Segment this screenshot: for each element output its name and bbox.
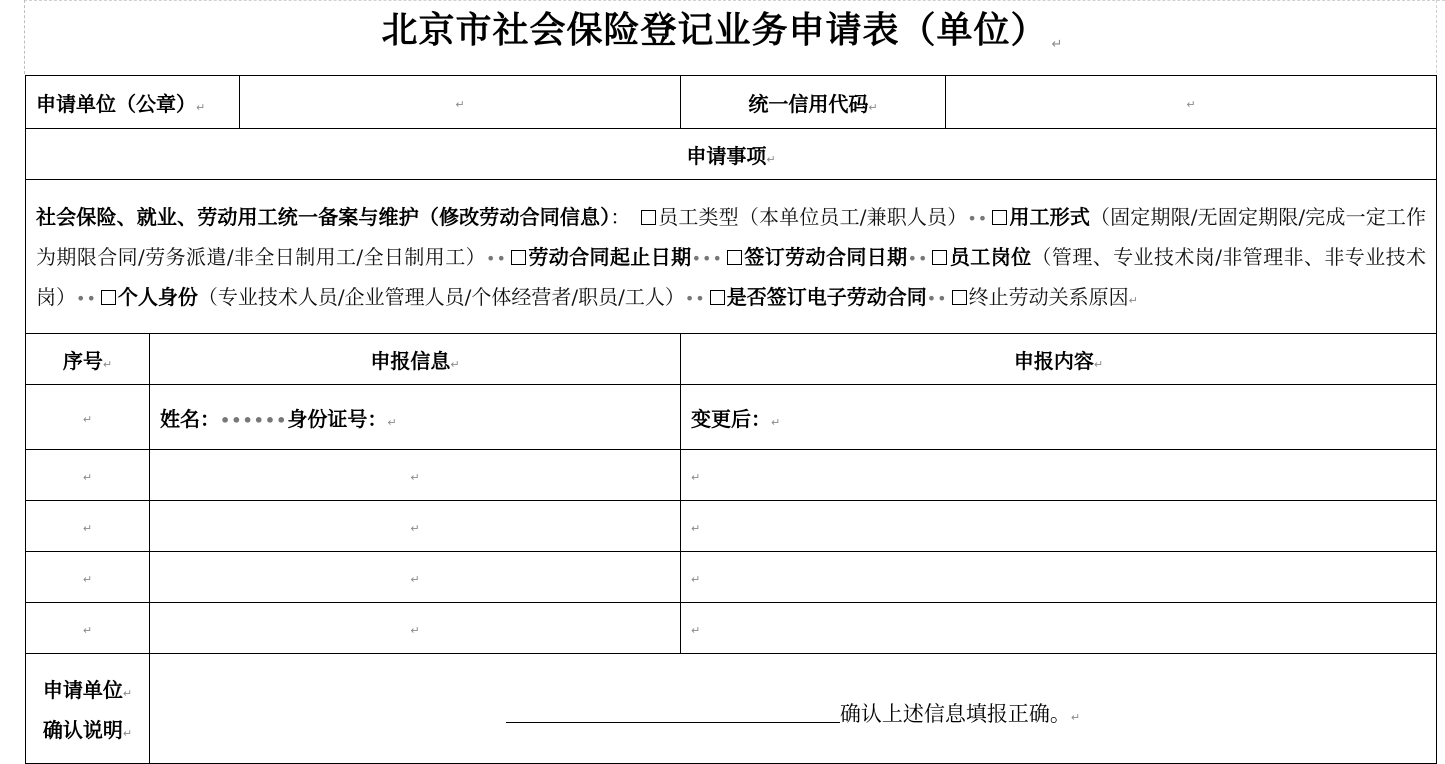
paragraph-mark-icon: ↵: [691, 572, 701, 586]
paragraph-mark-icon: ↵: [766, 152, 776, 166]
column-header-content-text: 申报内容: [1013, 348, 1094, 373]
declaration-info-field[interactable]: [150, 603, 681, 654]
option-note-employee-post: （管理、专业技术岗/非管理非、非专业技术岗）: [36, 244, 1427, 309]
column-header-content: [681, 334, 1437, 385]
checkbox-contract-period[interactable]: [511, 250, 526, 265]
table-row: [26, 385, 1437, 450]
credit-code-value-field[interactable]: [946, 76, 1437, 129]
paragraph-mark-icon: ↵: [771, 415, 781, 429]
declaration-content-field[interactable]: [681, 450, 1437, 501]
id-number-label: 身份证号：: [287, 406, 388, 431]
paragraph-mark-icon: ↵: [82, 521, 93, 535]
confirmation-blank-line[interactable]: [506, 700, 840, 723]
checkbox-signing-date[interactable]: [727, 250, 742, 265]
paragraph-mark-icon: ↵: [1186, 97, 1196, 111]
option-label-personal-identity: 个人身份: [117, 284, 198, 309]
confirmation-label-line2: 确认说明: [42, 718, 123, 742]
table-row: [26, 552, 1437, 603]
paragraph-mark-icon: ↵: [691, 521, 701, 535]
space-dots: ••••••: [220, 410, 288, 430]
seq-field[interactable]: [26, 603, 150, 654]
application-form-table: [25, 75, 1437, 764]
declaration-content-field[interactable]: [681, 385, 1437, 450]
header-row: [26, 76, 1437, 129]
space-dots: ••: [684, 288, 706, 308]
paragraph-mark-icon: ↵: [410, 623, 420, 637]
confirmation-text: 确认上述信息填报正确。: [839, 701, 1071, 726]
paragraph-mark-icon: ↵: [450, 357, 460, 371]
paragraph-mark-icon: ↵: [691, 623, 701, 637]
space-dots: ••: [926, 288, 948, 308]
table-row: [26, 603, 1437, 654]
declaration-content-field[interactable]: [681, 552, 1437, 603]
declaration-info-field[interactable]: [150, 552, 681, 603]
paragraph-mark-icon: ↵: [122, 727, 133, 740]
option-label-signing-date: 签订劳动合同日期: [743, 244, 908, 269]
option-label-termination-reason: 终止劳动关系原因: [968, 284, 1129, 309]
space-dots: ••: [907, 248, 929, 268]
option-label-employee-type: 员工类型: [658, 204, 739, 229]
paragraph-mark-icon: ↵: [868, 100, 878, 114]
credit-code-label: 统一信用代码: [748, 91, 869, 116]
space-dots: ••: [486, 248, 507, 268]
paragraph-mark-icon: ↵: [82, 623, 93, 637]
declaration-content-field[interactable]: [681, 501, 1437, 552]
column-header-info-text: 申报信息: [370, 348, 451, 373]
paragraph-mark-icon: ↵: [1128, 293, 1138, 307]
paragraph-mark-icon: ↵: [82, 470, 93, 484]
paragraph-mark-icon: ↵: [387, 415, 397, 429]
paragraph-mark-icon: ↵: [82, 412, 93, 426]
checkbox-employment-form[interactable]: [992, 210, 1007, 225]
changed-to-label: 变更后：: [691, 406, 771, 431]
paragraph-mark-icon: ↵: [1093, 357, 1104, 371]
option-note-employee-type: （本单位员工/兼职人员）: [738, 204, 968, 229]
table-row: [26, 450, 1437, 501]
seq-field[interactable]: [26, 385, 150, 450]
declaration-info-field[interactable]: [150, 385, 681, 450]
paragraph-mark-icon: ↵: [196, 100, 206, 114]
confirmation-label-cell: [26, 654, 150, 764]
option-label-employment-form: 用工形式: [1009, 204, 1090, 229]
checkbox-employee-type[interactable]: [641, 210, 656, 225]
column-header-info: [150, 334, 681, 385]
option-note-employment-form: （固定期限/无固定期限/完成一定工作为期限合同/劳务派遣/非全日制用工/全日制用工）: [36, 204, 1427, 269]
matter-detail-row: [26, 180, 1437, 334]
checkbox-employee-post[interactable]: [932, 250, 947, 265]
paragraph-mark-icon: ↵: [102, 357, 113, 371]
confirmation-label-line1: 申请单位: [42, 678, 123, 702]
paragraph-mark-icon: ↵: [410, 470, 420, 484]
checkbox-termination-reason[interactable]: [952, 290, 967, 305]
declaration-info-field[interactable]: [150, 501, 681, 552]
paragraph-mark-icon: ↵: [82, 572, 93, 586]
declaration-info-field[interactable]: [150, 450, 681, 501]
checkbox-electronic-contract[interactable]: [710, 290, 725, 305]
matter-lead-text: 社会保险、就业、劳动用工统一备案与维护（修改劳动合同信息）: [36, 204, 611, 229]
option-label-employee-post: 员工岗位: [949, 244, 1032, 269]
name-label: 姓名：: [160, 406, 220, 431]
seq-field[interactable]: [26, 450, 150, 501]
seq-field[interactable]: [26, 552, 150, 603]
paragraph-mark-icon: ↵: [1070, 710, 1081, 724]
applicant-label: 申请单位（公章）: [36, 91, 196, 116]
paragraph-mark-icon: ↵: [122, 687, 133, 700]
paragraph-mark-icon: ↵: [410, 572, 420, 586]
paragraph-mark-icon: ↵: [455, 97, 465, 111]
paragraph-mark-icon: ↵: [410, 521, 420, 535]
column-header-seq: [26, 334, 150, 385]
document-title: [0, 6, 1445, 70]
confirmation-text-cell: [150, 654, 1437, 764]
declaration-header-row: [26, 334, 1437, 385]
option-label-contract-period: 劳动合同起止日期: [527, 244, 692, 269]
checkbox-personal-identity[interactable]: [101, 290, 116, 305]
matter-detail-cell: [26, 180, 1437, 334]
page-margin-guide-top: [24, 0, 1445, 1]
paragraph-mark-icon: ↵: [1051, 37, 1064, 52]
applicant-value-field[interactable]: [240, 76, 681, 129]
matter-heading-cell: [26, 129, 1437, 180]
matter-heading: 申请事项: [686, 143, 767, 168]
space-dots: ••: [76, 288, 97, 308]
matter-heading-row: [26, 129, 1437, 180]
matter-colon: ：: [610, 204, 631, 229]
credit-code-label-cell: [681, 76, 946, 129]
seq-field[interactable]: [26, 501, 150, 552]
declaration-content-field[interactable]: [681, 603, 1437, 654]
space-dots: •••: [691, 248, 723, 268]
space-dots: ••: [967, 208, 989, 228]
confirmation-row: [26, 654, 1437, 764]
applicant-label-cell: [26, 76, 240, 129]
option-label-electronic-contract: 是否签订电子劳动合同: [726, 284, 927, 309]
column-header-seq-text: 序号: [62, 348, 103, 373]
table-row: [26, 501, 1437, 552]
option-note-personal-identity: （专业技术人员/企业管理人员/个体经营者/职员/工人）: [197, 284, 685, 309]
document-title-text: 北京市社会保险登记业务申请表（单位）: [381, 10, 1048, 51]
paragraph-mark-icon: ↵: [691, 470, 701, 484]
